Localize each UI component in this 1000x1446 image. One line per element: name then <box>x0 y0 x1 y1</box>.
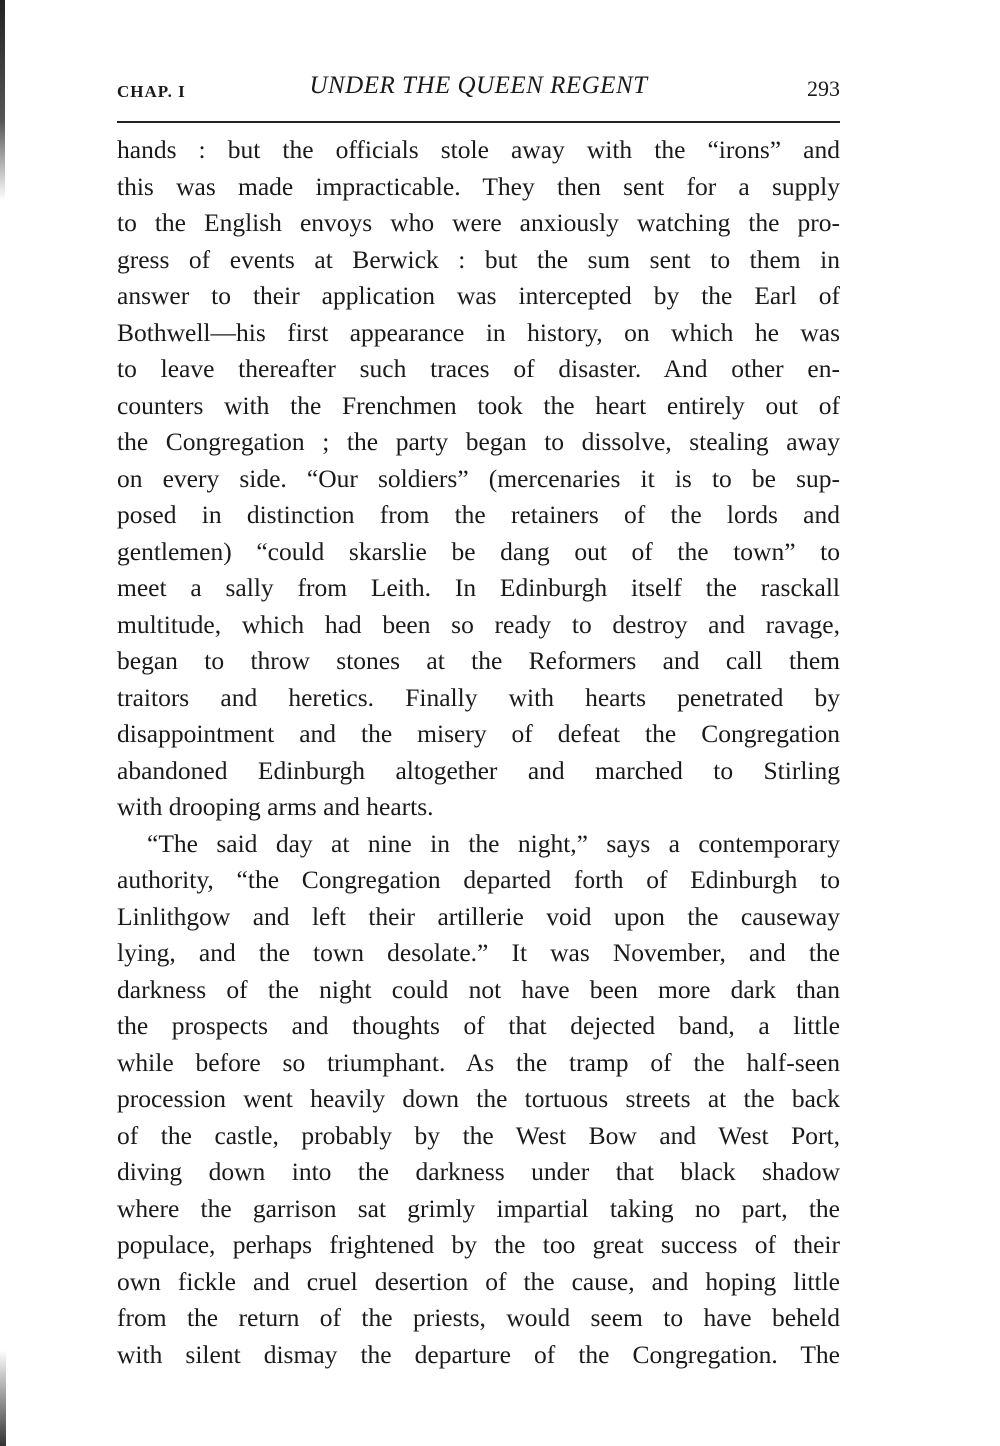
chapter-label: CHAP. I <box>117 82 186 101</box>
text-line: gentlemen) “could skarslie be dang out of the town” to <box>117 536 840 566</box>
header-rule <box>117 121 840 123</box>
running-header <box>117 72 840 108</box>
text-line: posed in distinction from the retainers of the lords and <box>117 500 840 529</box>
text-line: the Congregation ; the party began to dissolve, stealing away <box>117 427 840 456</box>
text-line: while before so triumphant. As the tramp of the half-seen <box>117 1047 840 1077</box>
text-line: from the return of the priests, would seem to have beheld <box>117 1303 840 1332</box>
text-line: lying, and the town desolate.” It was November, and the <box>117 938 840 967</box>
text-line: on every side. “Our soldiers” (mercenaries it is to be sup- <box>117 463 840 493</box>
text-line: where the garrison sat grimly impartial taking no part, the <box>117 1193 840 1223</box>
text-line: traitors and heretics. Finally with hearts penetrated by <box>117 682 840 712</box>
scan-edge-shadow-bottom <box>0 1350 6 1446</box>
text-line: abandoned Edinburgh altogether and marched to Stirling <box>117 755 840 785</box>
text-line: disappointment and the misery of defeat the Congregation <box>117 719 840 748</box>
text-line: procession went heavily down the tortuous streets at the back <box>117 1084 840 1113</box>
text-line: the prospects and thoughts of that dejected band, a little <box>117 1011 840 1040</box>
running-title: UNDER THE QUEEN REGENT <box>309 72 648 99</box>
text-line: authority, “the Congregation departed forth of Edinburgh to <box>117 865 840 894</box>
text-line: with drooping arms and hearts. <box>117 792 434 821</box>
page-number: 293 <box>807 76 840 101</box>
text-line: own fickle and cruel desertion of the cause, and hoping little <box>117 1266 840 1296</box>
text-line: this was made impracticable. They then sent for a supply <box>117 171 840 201</box>
text-line: gress of events at Berwick : but the sum sent to them in <box>117 244 840 274</box>
text-line: with silent dismay the departure of the Congregation. The <box>117 1339 840 1369</box>
text-line: diving down into the darkness under that black shadow <box>117 1157 840 1186</box>
scan-edge-shadow <box>0 0 5 200</box>
text-line: hands : but the officials stole away with the “irons” and <box>117 135 840 164</box>
text-line: meet a sally from Leith. In Edinburgh itself the rasckall <box>117 573 840 602</box>
text-line: Linlithgow and left their artillerie void upon the causeway <box>117 901 840 931</box>
text-line: answer to their application was intercepted by the Earl of <box>117 281 840 310</box>
text-line: multitude, which had been so ready to destroy and ravage, <box>117 609 840 639</box>
text-line: to the English envoys who were anxiously watching the pro- <box>117 208 840 237</box>
text-line: darkness of the night could not have been more dark than <box>117 974 840 1004</box>
text-line: of the castle, probably by the West Bow and West Port, <box>117 1120 840 1150</box>
text-line: began to throw stones at the Reformers and call them <box>117 646 840 675</box>
page-body <box>117 132 840 1373</box>
text-line: to leave thereafter such traces of disaster. And other en- <box>117 354 840 383</box>
text-line: Bothwell—his first appearance in history, on which he was <box>117 317 840 347</box>
text-line: counters with the Frenchmen took the heart entirely out of <box>117 390 840 420</box>
text-line: populace, perhaps frightened by the too great success of their <box>117 1230 840 1259</box>
text-line: “The said day at nine in the night,” says a contemporary <box>147 828 840 858</box>
